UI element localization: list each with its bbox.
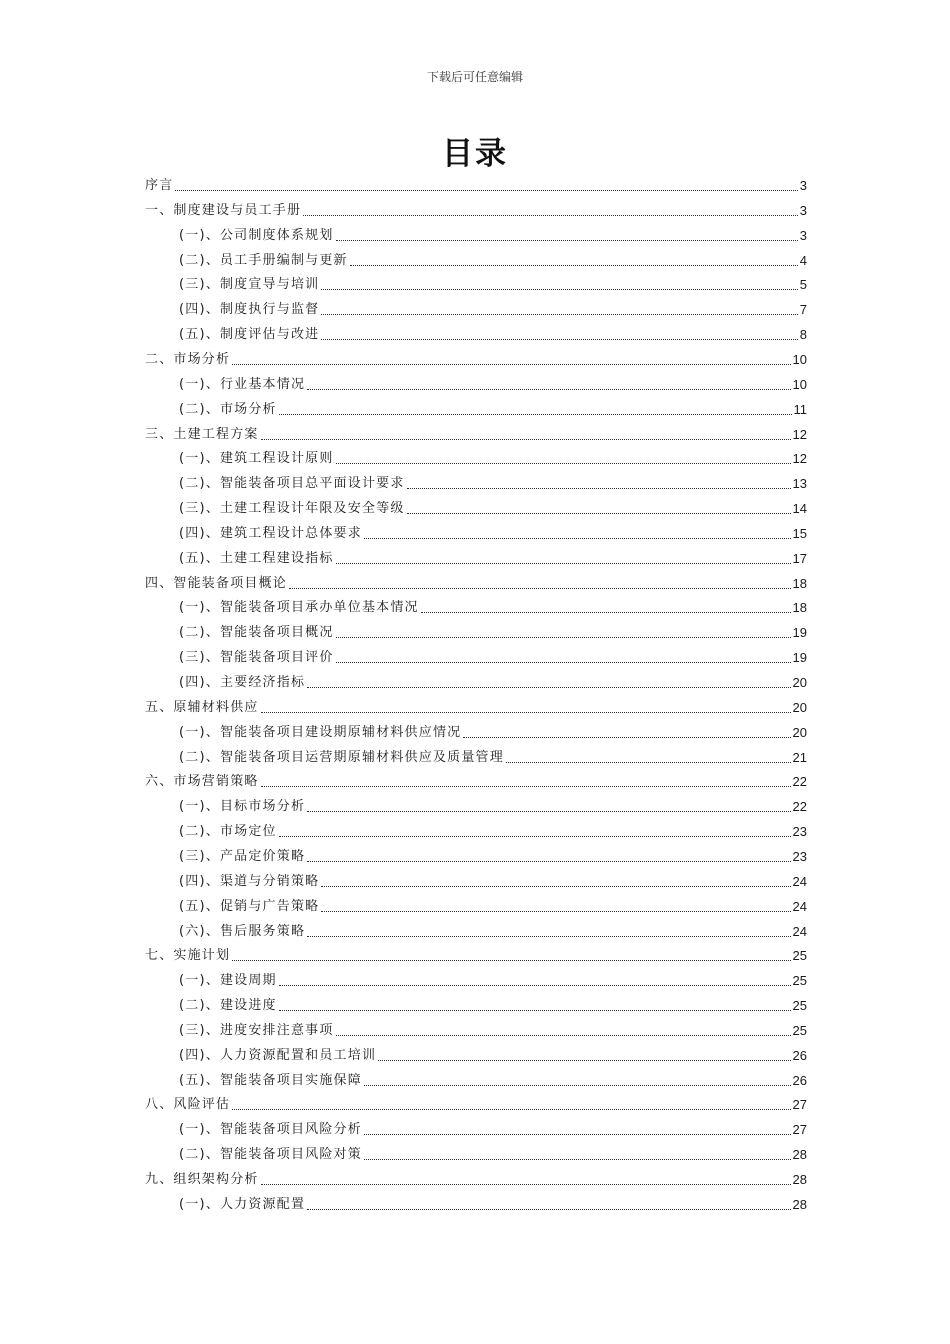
toc-entry-title: (一)、智能装备项目建设期原辅材料供应情况	[179, 724, 462, 740]
toc-entry[interactable]	[145, 621, 807, 641]
toc-dot-leader	[336, 462, 791, 464]
toc-dot-leader	[232, 363, 790, 365]
toc-page-number: 25	[792, 948, 807, 964]
toc-entry[interactable]	[145, 224, 807, 244]
toc-page-number: 20	[792, 699, 807, 715]
toc-dot-leader	[407, 487, 791, 489]
toc-entry[interactable]	[145, 398, 807, 418]
toc-page-number: 22	[792, 799, 807, 815]
toc-entry-title: (二)、智能装备项目风险对策	[179, 1147, 362, 1163]
toc-entry[interactable]	[145, 994, 807, 1014]
toc-dot-leader	[336, 562, 791, 564]
toc-entry[interactable]	[145, 870, 807, 890]
toc-page-number: 24	[792, 873, 807, 889]
toc-entry[interactable]	[145, 845, 807, 865]
toc-page-number: 24	[792, 923, 807, 939]
toc-page-number: 8	[799, 327, 807, 343]
toc-entry[interactable]	[145, 348, 807, 368]
toc-dot-leader	[261, 711, 791, 713]
toc-entry-title: (三)、进度安排注意事项	[179, 1022, 334, 1038]
toc-page-number: 28	[792, 1172, 807, 1187]
toc-page-number: 3	[799, 202, 807, 218]
toc-page-number: 25	[792, 973, 807, 989]
toc-entry-title: (二)、市场定位	[179, 824, 277, 840]
toc-entry-title: (二)、市场分析	[179, 401, 277, 417]
toc-entry-title: (三)、智能装备项目评价	[179, 650, 334, 666]
toc-page-number: 23	[792, 824, 807, 840]
toc-entry-title: (二)、建设进度	[179, 998, 277, 1014]
toc-page-number: 3	[799, 178, 807, 193]
toc-entry[interactable]	[145, 1193, 807, 1213]
toc-entry[interactable]	[145, 249, 807, 269]
toc-entry-title: (四)、渠道与分销策略	[179, 873, 320, 889]
toc-entry[interactable]	[145, 497, 807, 517]
toc-page-number: 25	[792, 1022, 807, 1038]
toc-dot-leader	[463, 736, 790, 738]
toc-entry-title: 三、土建工程方案	[145, 426, 259, 442]
toc-dot-leader	[307, 388, 790, 390]
toc-entry-title: 六、市场营销策略	[145, 774, 259, 790]
toc-entry-title: 九、组织架构分析	[145, 1172, 259, 1187]
toc-dot-leader	[364, 537, 791, 539]
toc-dot-leader	[336, 661, 791, 663]
toc-entry[interactable]	[145, 298, 807, 318]
toc-entry-title: 七、实施计划	[145, 948, 231, 964]
toc-dot-leader	[350, 264, 798, 266]
toc-entry[interactable]	[145, 1093, 807, 1113]
toc-page-number: 11	[793, 401, 807, 417]
toc-entry[interactable]	[145, 1118, 807, 1138]
page-header: 下载后可任意编辑	[426, 70, 523, 84]
toc-entry[interactable]	[145, 423, 807, 443]
toc-entry[interactable]	[145, 671, 807, 691]
toc-entry-title: (一)、行业基本情况	[179, 376, 306, 392]
toc-entry[interactable]	[145, 820, 807, 840]
toc-entry[interactable]	[145, 373, 807, 393]
toc-page-number: 10	[792, 351, 807, 367]
toc-entry[interactable]	[145, 944, 807, 964]
toc-entry-title: (六)、售后服务策略	[179, 923, 306, 939]
toc-dot-leader	[421, 611, 791, 613]
toc-page-number: 3	[799, 227, 807, 243]
toc-page-number: 4	[799, 252, 807, 268]
toc-entry-title: (三)、产品定价策略	[179, 848, 306, 864]
toc-entry-title: (一)、建筑工程设计原则	[179, 451, 334, 467]
toc-entry-title: (一)、公司制度体系规划	[179, 227, 334, 243]
toc-entry-title: (一)、智能装备项目风险分析	[179, 1122, 362, 1138]
toc-dot-leader	[336, 239, 798, 241]
toc-dot-leader	[364, 1133, 791, 1135]
toc-entry[interactable]	[145, 1143, 807, 1163]
toc-page-number: 24	[792, 898, 807, 914]
toc-entry[interactable]	[145, 795, 807, 815]
toc-page-number: 7	[799, 302, 807, 318]
toc-page-number: 21	[792, 749, 807, 765]
toc-page-number: 19	[792, 650, 807, 666]
toc-entry-title: 序言	[145, 178, 174, 193]
toc-page-number: 5	[799, 277, 807, 293]
toc-page-number: 26	[792, 1072, 807, 1088]
toc-page-number: 18	[792, 575, 807, 591]
toc-dot-leader	[307, 935, 790, 937]
toc-dot-leader	[232, 959, 790, 961]
toc-dot-leader	[321, 313, 797, 315]
toc-dot-leader	[407, 512, 791, 514]
toc-entry[interactable]	[145, 447, 807, 467]
toc-dot-leader	[261, 785, 791, 787]
toc-dot-leader	[279, 835, 791, 837]
toc-entry-title: (四)、主要经济指标	[179, 675, 306, 690]
toc-entry-title: (一)、目标市场分析	[179, 799, 306, 815]
toc-dot-leader	[364, 1158, 791, 1160]
toc-dot-leader	[307, 686, 790, 688]
toc-dot-leader	[506, 761, 791, 763]
toc-dot-leader	[321, 338, 797, 340]
toc-page-number: 15	[792, 525, 807, 541]
toc-entry[interactable]	[145, 323, 807, 343]
toc-entry[interactable]	[145, 646, 807, 666]
toc-dot-leader	[303, 214, 798, 216]
toc-entry-title: 八、风险评估	[145, 1097, 231, 1113]
toc-dot-leader	[307, 810, 790, 812]
toc-entry[interactable]	[145, 199, 807, 219]
toc-entry-title: (四)、制度执行与监督	[179, 302, 320, 318]
toc-entry-title: (四)、建筑工程设计总体要求	[179, 525, 362, 541]
toc-dot-leader	[175, 189, 797, 191]
toc-page-number: 13	[792, 476, 807, 492]
toc-page-number: 20	[792, 724, 807, 740]
toc-entry[interactable]	[145, 596, 807, 616]
toc-entry-title: 五、原辅材料供应	[145, 699, 259, 715]
toc-entry[interactable]	[145, 1168, 807, 1188]
toc-entry[interactable]	[145, 746, 807, 766]
toc-entry-title: (一)、智能装备项目承办单位基本情况	[179, 600, 419, 616]
toc-entry-title: (一)、人力资源配置	[179, 1196, 306, 1212]
toc-dot-leader	[364, 1084, 791, 1086]
toc-entry[interactable]	[145, 969, 807, 989]
toc-entry[interactable]	[145, 547, 807, 567]
toc-entry[interactable]	[145, 721, 807, 741]
toc-entry-title: (一)、建设周期	[179, 973, 277, 989]
toc-dot-leader	[321, 910, 790, 912]
toc-page-number: 10	[792, 376, 807, 392]
toc-dot-leader	[321, 288, 797, 290]
toc-page-number: 19	[792, 625, 807, 641]
toc-entry-title: 一、制度建设与员工手册	[145, 202, 302, 218]
toc-page-number: 20	[792, 675, 807, 690]
toc-entry[interactable]	[145, 1019, 807, 1039]
toc-entry-title: (二)、智能装备项目总平面设计要求	[179, 476, 405, 492]
toc-entry-title: (五)、智能装备项目实施保障	[179, 1072, 362, 1088]
toc-dot-leader	[307, 1208, 790, 1210]
toc-entry-title: (五)、制度评估与改进	[179, 327, 320, 343]
toc-page-number: 14	[792, 501, 807, 517]
toc-entry-title: (二)、智能装备项目概况	[179, 625, 334, 641]
toc-entry-title: (五)、促销与广告策略	[179, 898, 320, 914]
toc-dot-leader	[232, 1108, 790, 1110]
toc-entry[interactable]	[145, 895, 807, 915]
toc-page-number: 23	[792, 848, 807, 864]
toc-entry-title: (三)、土建工程设计年限及安全等级	[179, 501, 405, 517]
toc-page-number: 18	[792, 600, 807, 616]
toc-dot-leader	[336, 1034, 791, 1036]
toc-page-number: 17	[792, 550, 807, 566]
toc-dot-leader	[279, 984, 791, 986]
toc-dot-leader	[378, 1059, 790, 1061]
page-title: 目录	[442, 136, 508, 172]
toc-page-number: 12	[792, 451, 807, 467]
toc-entry[interactable]	[145, 1069, 807, 1089]
toc-entry[interactable]	[145, 174, 807, 194]
toc-dot-leader	[279, 413, 792, 415]
toc-dot-leader	[321, 885, 790, 887]
toc-page-number: 12	[792, 426, 807, 442]
toc-page-number: 27	[792, 1122, 807, 1138]
toc-entry-title: (四)、人力资源配置和员工培训	[179, 1047, 377, 1063]
toc-entry[interactable]	[145, 1044, 807, 1064]
toc-page-number: 25	[792, 998, 807, 1014]
toc-entry-title: (三)、制度宣导与培训	[179, 277, 320, 293]
toc-entry[interactable]	[145, 696, 807, 716]
toc-entry-title: 二、市场分析	[145, 351, 231, 367]
toc-entry[interactable]	[145, 472, 807, 492]
toc-page-number: 28	[792, 1196, 807, 1212]
toc-entry[interactable]	[145, 273, 807, 293]
toc-entry[interactable]	[145, 522, 807, 542]
toc-dot-leader	[261, 438, 791, 440]
toc-entry-title: (二)、智能装备项目运营期原辅材料供应及质量管理	[179, 749, 504, 765]
toc-entry[interactable]	[145, 920, 807, 940]
toc-dot-leader	[289, 587, 791, 589]
toc-page-number: 26	[792, 1047, 807, 1063]
toc-dot-leader	[279, 1009, 791, 1011]
toc-page-number: 28	[792, 1147, 807, 1163]
toc-dot-leader	[261, 1183, 791, 1185]
toc-entry-title: 四、智能装备项目概论	[145, 575, 288, 591]
toc-entry[interactable]	[145, 572, 807, 592]
toc-dot-leader	[307, 860, 790, 862]
toc-entry[interactable]	[145, 770, 807, 790]
toc-dot-leader	[336, 636, 791, 638]
toc-entry-title: (二)、员工手册编制与更新	[179, 252, 348, 268]
toc-page-number: 22	[792, 774, 807, 790]
toc-entry-title: (五)、土建工程建设指标	[179, 550, 334, 566]
toc-page-number: 27	[792, 1097, 807, 1113]
